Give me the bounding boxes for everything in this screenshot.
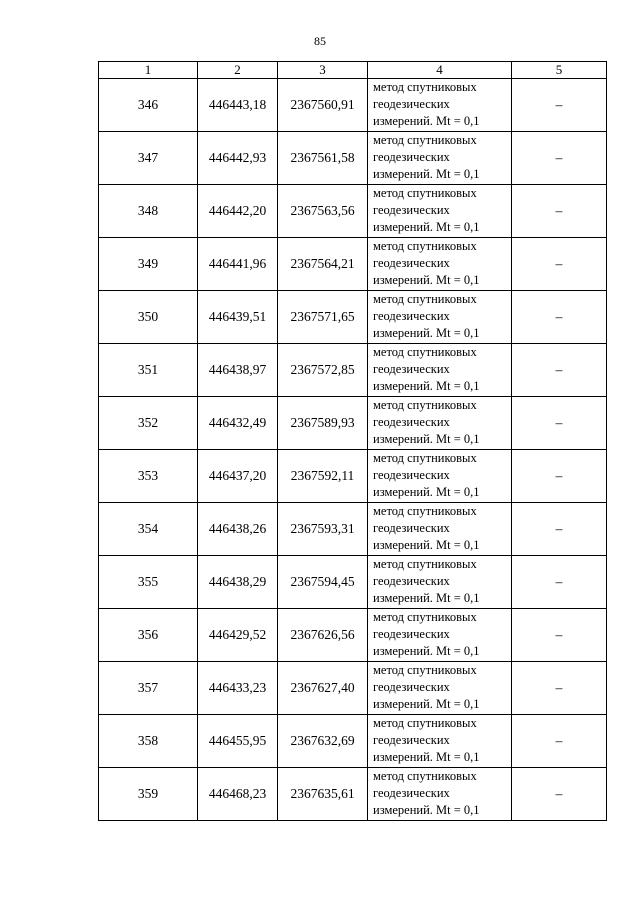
table-row (99, 662, 607, 715)
coordinate-y: 2367626,56 (278, 609, 368, 662)
table-row (99, 291, 607, 344)
method-line-1: метод спутниковых (373, 186, 477, 200)
point-number: 358 (99, 715, 198, 768)
method-line-2: геодезических (373, 574, 450, 588)
method-line-2: геодезических (373, 309, 450, 323)
coordinate-y: 2367627,40 (278, 662, 368, 715)
method-description (368, 715, 512, 768)
column-5-value: – (512, 450, 607, 503)
point-number: 347 (99, 132, 198, 185)
coordinate-y: 2367571,65 (278, 291, 368, 344)
page-number: 85 (314, 34, 326, 48)
column-header-1: 1 (99, 62, 198, 79)
method-line-1: метод спутниковых (373, 504, 477, 518)
column-5-value: – (512, 79, 607, 132)
method-description (368, 450, 512, 503)
method-line-1: метод спутниковых (373, 345, 477, 359)
coordinate-y: 2367635,61 (278, 768, 368, 821)
point-number: 346 (99, 79, 198, 132)
method-description (368, 291, 512, 344)
coordinate-x: 446442,20 (198, 185, 278, 238)
point-number: 355 (99, 556, 198, 609)
coordinate-y: 2367593,31 (278, 503, 368, 556)
column-5-value: – (512, 609, 607, 662)
point-number: 353 (99, 450, 198, 503)
point-number: 348 (99, 185, 198, 238)
point-number: 359 (99, 768, 198, 821)
coordinate-x: 446441,96 (198, 238, 278, 291)
method-line-2: геодезических (373, 733, 450, 747)
method-line-1: метод спутниковых (373, 292, 477, 306)
method-line-3: измерений. Mt = 0,1 (373, 485, 480, 499)
column-header-5: 5 (512, 62, 607, 79)
method-line-3: измерений. Mt = 0,1 (373, 750, 480, 764)
point-number: 356 (99, 609, 198, 662)
method-line-1: метод спутниковых (373, 610, 477, 624)
column-5-value: – (512, 132, 607, 185)
method-line-2: геодезических (373, 786, 450, 800)
coordinate-x: 446439,51 (198, 291, 278, 344)
coordinate-x: 446443,18 (198, 79, 278, 132)
coordinate-x: 446438,97 (198, 344, 278, 397)
method-line-3: измерений. Mt = 0,1 (373, 114, 480, 128)
method-line-2: геодезических (373, 97, 450, 111)
method-line-3: измерений. Mt = 0,1 (373, 697, 480, 711)
method-line-1: метод спутниковых (373, 769, 477, 783)
table-row (99, 609, 607, 662)
column-5-value: – (512, 238, 607, 291)
column-5-value: – (512, 397, 607, 450)
point-number: 349 (99, 238, 198, 291)
coordinate-x: 446429,52 (198, 609, 278, 662)
method-line-1: метод спутниковых (373, 133, 477, 147)
coordinate-x: 446442,93 (198, 132, 278, 185)
column-5-value: – (512, 768, 607, 821)
point-number: 354 (99, 503, 198, 556)
table-row (99, 185, 607, 238)
column-header-2: 2 (198, 62, 278, 79)
coordinate-x: 446437,20 (198, 450, 278, 503)
coordinate-y: 2367572,85 (278, 344, 368, 397)
column-5-value: – (512, 185, 607, 238)
method-description (368, 609, 512, 662)
method-line-2: геодезических (373, 521, 450, 535)
method-description (368, 397, 512, 450)
method-description (368, 79, 512, 132)
table-row (99, 503, 607, 556)
coordinate-x: 446468,23 (198, 768, 278, 821)
method-line-3: измерений. Mt = 0,1 (373, 220, 480, 234)
column-5-value: – (512, 662, 607, 715)
column-5-value: – (512, 715, 607, 768)
column-header-3: 3 (278, 62, 368, 79)
method-line-3: измерений. Mt = 0,1 (373, 644, 480, 658)
coordinate-y: 2367563,56 (278, 185, 368, 238)
method-line-2: геодезических (373, 256, 450, 270)
column-5-value: – (512, 291, 607, 344)
coordinate-y: 2367594,45 (278, 556, 368, 609)
table-row (99, 715, 607, 768)
method-description (368, 768, 512, 821)
method-line-3: измерений. Mt = 0,1 (373, 326, 480, 340)
method-line-3: измерений. Mt = 0,1 (373, 803, 480, 817)
coordinate-y: 2367589,93 (278, 397, 368, 450)
table-row (99, 79, 607, 132)
method-description (368, 662, 512, 715)
method-line-2: геодезических (373, 415, 450, 429)
coordinates-table (98, 61, 607, 821)
coordinate-y: 2367564,21 (278, 238, 368, 291)
point-number: 352 (99, 397, 198, 450)
method-line-2: геодезических (373, 203, 450, 217)
table-row (99, 450, 607, 503)
table-row (99, 556, 607, 609)
coordinate-x: 446438,26 (198, 503, 278, 556)
method-description (368, 185, 512, 238)
method-line-3: измерений. Mt = 0,1 (373, 432, 480, 446)
table-row (99, 238, 607, 291)
method-line-2: геодезических (373, 680, 450, 694)
method-line-3: измерений. Mt = 0,1 (373, 538, 480, 552)
method-description (368, 238, 512, 291)
header-row (99, 62, 607, 79)
method-line-1: метод спутниковых (373, 451, 477, 465)
method-description (368, 503, 512, 556)
table-row (99, 344, 607, 397)
method-line-1: метод спутниковых (373, 398, 477, 412)
table-row (99, 768, 607, 821)
method-line-3: измерений. Mt = 0,1 (373, 167, 480, 181)
method-line-3: измерений. Mt = 0,1 (373, 591, 480, 605)
method-line-1: метод спутниковых (373, 557, 477, 571)
method-line-2: геодезических (373, 150, 450, 164)
column-5-value: – (512, 344, 607, 397)
coordinate-x: 446438,29 (198, 556, 278, 609)
column-5-value: – (512, 556, 607, 609)
method-description (368, 132, 512, 185)
method-line-2: геодезических (373, 362, 450, 376)
method-line-3: измерений. Mt = 0,1 (373, 379, 480, 393)
method-line-2: геодезических (373, 468, 450, 482)
point-number: 357 (99, 662, 198, 715)
coordinate-y: 2367632,69 (278, 715, 368, 768)
point-number: 350 (99, 291, 198, 344)
method-line-1: метод спутниковых (373, 239, 477, 253)
method-line-1: метод спутниковых (373, 663, 477, 677)
point-number: 351 (99, 344, 198, 397)
coordinate-x: 446455,95 (198, 715, 278, 768)
coordinate-y: 2367560,91 (278, 79, 368, 132)
coordinate-y: 2367592,11 (278, 450, 368, 503)
table-row (99, 132, 607, 185)
method-line-2: геодезических (373, 627, 450, 641)
method-line-3: измерений. Mt = 0,1 (373, 273, 480, 287)
method-description (368, 344, 512, 397)
coordinate-x: 446432,49 (198, 397, 278, 450)
table-row (99, 397, 607, 450)
method-description (368, 556, 512, 609)
coordinate-y: 2367561,58 (278, 132, 368, 185)
coordinate-x: 446433,23 (198, 662, 278, 715)
column-header-4: 4 (368, 62, 512, 79)
method-line-1: метод спутниковых (373, 716, 477, 730)
column-5-value: – (512, 503, 607, 556)
method-line-1: метод спутниковых (373, 80, 477, 94)
